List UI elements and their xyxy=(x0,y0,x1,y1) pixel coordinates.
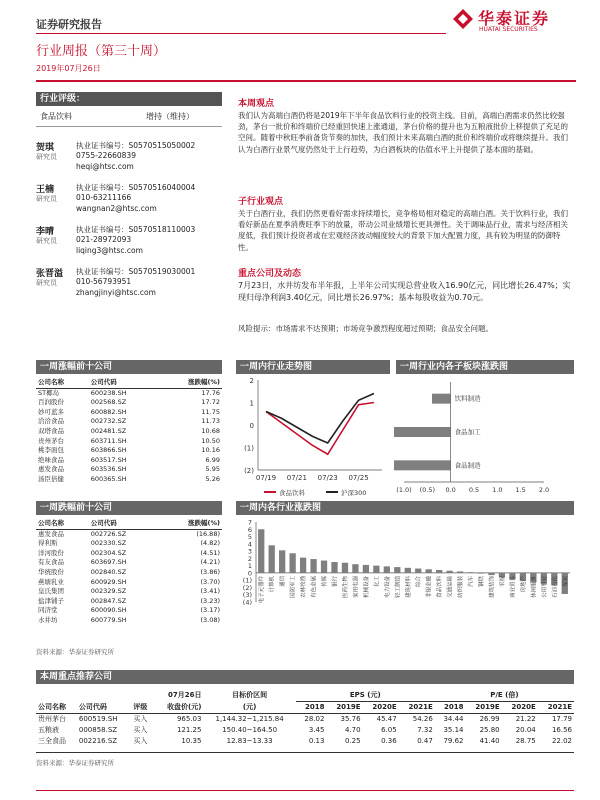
bar xyxy=(488,573,494,575)
table-cell: 买入 xyxy=(133,715,148,723)
table-cell: 0.36 xyxy=(381,737,397,745)
table-row xyxy=(36,465,222,475)
table-header: 公司名称 xyxy=(38,702,66,711)
losers-title: 一周跌幅前十公司 xyxy=(36,501,222,515)
table-cell: 603697.SH xyxy=(90,558,127,567)
analyst-license: 执业证书编号：S0570515050002 xyxy=(76,141,196,150)
x-tick-label: 1.5 xyxy=(515,486,526,494)
table-cell: 21.22 xyxy=(515,715,536,723)
table-cell: (4.51) xyxy=(200,548,220,557)
table-cell: 7.32 xyxy=(417,726,433,734)
table-header: 公司名称 xyxy=(36,519,89,529)
category-label: 煤炭 xyxy=(562,575,569,587)
bar xyxy=(446,571,452,573)
table-header: 2019E xyxy=(475,703,500,711)
report-date: 2019年07月26日 xyxy=(36,64,101,73)
y-tick-label: 2 xyxy=(247,554,252,563)
vbar-chart xyxy=(234,516,574,656)
bar xyxy=(321,561,327,573)
analyst-name: 李晴 xyxy=(36,227,55,237)
table-row xyxy=(36,606,222,616)
bar xyxy=(258,529,264,573)
table-header: 涨跌幅(%) xyxy=(159,378,222,388)
table-cell: 同济堂 xyxy=(38,606,58,615)
table-cell: 603536.SH xyxy=(90,465,127,474)
table-cell: 000858.SZ xyxy=(78,726,118,734)
table-cell: 002304.SZ xyxy=(90,548,127,557)
table-cell: (3.41) xyxy=(200,587,220,596)
table-cell: 11.73 xyxy=(201,417,220,426)
table-cell: 12.83~13.33 xyxy=(226,737,273,745)
table-header: 收盘价(元) xyxy=(167,702,202,711)
brand-name: 华泰证券 xyxy=(478,9,551,28)
table-cell: 17.76 xyxy=(201,388,220,397)
x-tick-label: 0.5 xyxy=(468,486,480,494)
table-cell: 三全食品 xyxy=(38,737,66,745)
x-tick-label: 07/21 xyxy=(286,474,307,482)
category-label: 电子元器件 xyxy=(259,575,266,604)
category-label: 综合 xyxy=(416,575,423,587)
category-label: 纺织服装 xyxy=(458,575,465,598)
category-label: 食品制造 xyxy=(454,461,481,470)
table-cell: 贵州茅台 xyxy=(38,715,66,723)
analyst-card xyxy=(36,266,222,306)
bar xyxy=(415,569,421,573)
brand-name-en: HUATAI SECURITIES xyxy=(479,26,538,33)
analyst-phone: 010-63211166 xyxy=(76,193,132,202)
vbar-chart-title: 一周内各行业涨跌图 xyxy=(236,501,574,515)
table-cell: ST椰岛 xyxy=(38,388,60,397)
table-cell: 绝味食品 xyxy=(38,455,64,464)
category-label: 商业贸易 xyxy=(510,575,517,598)
industry-rating: 增持（维持） xyxy=(146,112,194,121)
company-title: 重点公司及动态 xyxy=(238,269,302,279)
table-cell: 5.95 xyxy=(205,465,220,474)
bar xyxy=(289,553,295,573)
table-header: 2018 xyxy=(444,703,464,711)
bar xyxy=(363,565,369,573)
x-tick-label: 0.0 xyxy=(445,486,456,494)
category-label: 饮料制造 xyxy=(454,394,481,403)
table-cell: 10.16 xyxy=(201,446,220,455)
title-rule xyxy=(36,80,576,82)
y-tick-label: 0 xyxy=(249,422,254,430)
table-cell: 5.26 xyxy=(205,474,220,483)
category-label: 房地产 xyxy=(520,575,527,593)
table-row xyxy=(36,475,222,485)
table-row xyxy=(36,736,574,747)
table-cell: 惠发食品 xyxy=(38,529,64,538)
table-header: (元) xyxy=(242,702,257,711)
analyst-license: 执业证书编号：S0570516040004 xyxy=(76,183,196,192)
table-cell: 百润股份 xyxy=(38,398,64,407)
bar xyxy=(432,394,451,404)
table-cell: 0.47 xyxy=(417,737,433,745)
x-tick-label: (0.5) xyxy=(419,486,436,494)
analyst-role: 研究员 xyxy=(36,195,57,203)
y-tick-label: 1 xyxy=(249,399,254,408)
subindustry-title: 子行业观点 xyxy=(238,197,284,207)
analyst-email[interactable]: liqing3@htsc.com xyxy=(76,246,143,255)
table-cell: (3.23) xyxy=(200,596,220,605)
analyst-role: 研究员 xyxy=(36,237,57,245)
table-header: 2020E xyxy=(511,703,536,711)
category-label: 国防军工 xyxy=(290,575,297,598)
table-cell: 得利斯 xyxy=(38,539,58,548)
table-cell: 有友食品 xyxy=(38,558,64,567)
bar xyxy=(405,568,411,573)
category-label: 计算机 xyxy=(269,575,276,593)
table-header: 公司名称 xyxy=(36,378,89,388)
table-row xyxy=(36,549,222,559)
view-title: 本周观点 xyxy=(238,99,275,109)
recommend-rule xyxy=(36,752,574,753)
gainers-table xyxy=(36,378,222,485)
bar xyxy=(300,558,306,573)
x-tick-label: 07/25 xyxy=(348,474,369,482)
bar xyxy=(394,427,451,437)
table-cell: 002481.SZ xyxy=(90,426,127,435)
table-cell: 965.03 xyxy=(176,715,202,723)
category-label: 银行 xyxy=(332,575,339,587)
analyst-email[interactable]: zhangjinyi@htsc.com xyxy=(76,288,156,297)
legend-label: 沪深300 xyxy=(341,489,367,497)
table-row xyxy=(36,539,222,549)
table-cell: 4.70 xyxy=(344,726,361,734)
category-label: 石油石化 xyxy=(552,575,559,598)
table-cell: 002216.SZ xyxy=(78,737,118,745)
table-cell: 6.05 xyxy=(381,726,397,734)
category-label: 医药生物 xyxy=(342,575,349,598)
table-cell: 3.45 xyxy=(308,726,325,734)
view-body: 我们认为高端白酒仍将是2019年下半年食品饮料行业的投资主线。目前，高端白酒需求仍然比较强劲，茅台一批价和终端价已经重回快速上涨通道，茅台价格的提升也为五粮液批价上移提供了充足的空间。随着中秋旺季前备货节奏的加快，我们预计未来高端白酒的批价和终端价或将继续提升。我们认为白酒行业景气度仍然处于上行趋势，为白酒板块的估值水平上升提供了基本面的基础。 xyxy=(238,111,568,154)
table-cell: 11.75 xyxy=(201,407,220,416)
table-cell: 54.26 xyxy=(412,715,433,723)
table-cell: 洽洽食品 xyxy=(38,417,64,426)
table-row xyxy=(36,587,222,597)
hbar-chart xyxy=(394,374,574,508)
table-cell: 002568.SZ xyxy=(90,398,127,407)
subindustry-body: 关于白酒行业，我们仍然更看好需求持续增长，竞争格局相对稳定的高端白酒。关于饮料行业，我们看好新品在夏季消费旺季下的放量，带动公司业绩增长更具弹性。关于调味品行业，需求与经济相关度低，我们预计投资者或在宏观经济波动幅度较大的背景下加大配置力度，具有较为明显的防御特性。 xyxy=(238,209,568,252)
category-label: 汽车 xyxy=(468,575,475,587)
series-line xyxy=(266,403,374,455)
table-cell: 买入 xyxy=(133,737,148,745)
table-cell: (4.21) xyxy=(200,558,220,567)
table-cell: 600779.SH xyxy=(90,615,127,624)
analyst-license: 执业证书编号：S0570519030001 xyxy=(76,267,196,276)
category-label: 机械设备 xyxy=(363,575,370,598)
table-cell: 盐津铺子 xyxy=(38,596,64,605)
table-cell: 洋河股份 xyxy=(38,548,64,557)
bar xyxy=(279,550,285,573)
table-cell: 16.56 xyxy=(551,726,572,734)
table-row xyxy=(36,446,222,456)
rating-rule xyxy=(36,126,222,127)
bar xyxy=(426,569,432,573)
category-label: 采掘 xyxy=(499,575,506,587)
brand-logo xyxy=(452,4,570,38)
table-header: 2021E xyxy=(547,703,572,711)
x-tick-label: 1.0 xyxy=(492,486,503,494)
y-tick-label: (1) xyxy=(244,444,254,453)
table-cell: 6.99 xyxy=(205,455,220,464)
bar xyxy=(352,564,358,573)
y-tick-label: 5 xyxy=(247,533,252,542)
legend-label: 食品饮料 xyxy=(279,489,305,497)
table-header: 公司代码 xyxy=(89,378,159,388)
table-cell: 桃李面包 xyxy=(38,446,64,455)
table-cell: 20.04 xyxy=(515,726,536,734)
table-cell: 0.13 xyxy=(308,737,325,745)
y-tick-label: 3 xyxy=(247,547,252,556)
table-header: 公司代码 xyxy=(78,702,107,711)
gainers-title: 一周涨幅前十公司 xyxy=(36,360,222,374)
table-cell: (3.86) xyxy=(200,567,220,576)
category-label: 建筑材料 xyxy=(405,575,412,598)
bar xyxy=(342,563,348,573)
losers-source: 资料来源：华泰证券研究所 xyxy=(36,648,114,656)
table-row xyxy=(36,568,222,578)
table-header: 公司代码 xyxy=(89,519,159,529)
bar xyxy=(467,572,473,573)
table-row xyxy=(36,456,222,466)
analyst-name: 王楠 xyxy=(36,185,55,195)
y-tick-label: 4 xyxy=(247,540,252,549)
table-cell: 28.75 xyxy=(515,737,536,745)
bar xyxy=(269,545,275,573)
table-cell: 600090.SH xyxy=(90,606,127,615)
recommend-table xyxy=(36,690,574,747)
y-tick-label: (2) xyxy=(244,467,254,475)
table-cell: 皇氏集团 xyxy=(38,587,64,596)
table-row xyxy=(36,388,222,398)
table-header: 2020E xyxy=(372,703,397,711)
rating-header: 行业评级： xyxy=(36,92,222,106)
table-cell: 17.72 xyxy=(201,398,220,407)
analyst-role: 研究员 xyxy=(36,153,57,161)
table-cell: 10.68 xyxy=(201,426,220,435)
table-cell: (16.88) xyxy=(196,529,220,538)
table-cell: 17.79 xyxy=(551,715,572,723)
bar xyxy=(394,460,451,470)
table-row xyxy=(36,427,222,437)
table-row xyxy=(36,558,222,568)
table-cell: 600365.SH xyxy=(90,474,127,483)
category-label: 建筑装饰 xyxy=(489,575,496,598)
analyst-phone: 021-28972093 xyxy=(76,235,132,244)
category-label: 有色金属 xyxy=(311,575,318,598)
table-cell: 34.44 xyxy=(443,715,464,723)
y-tick-label: (1) xyxy=(242,576,252,585)
header-rule xyxy=(36,33,446,34)
table-cell: (3.70) xyxy=(200,577,220,586)
hbar-chart-title: 一周行业内各子板块涨跌图 xyxy=(396,360,574,374)
analyst-card xyxy=(36,182,222,222)
line-chart xyxy=(234,374,390,508)
bar xyxy=(373,566,379,573)
bar xyxy=(310,559,316,573)
y-tick-label: (3) xyxy=(242,591,252,600)
bar xyxy=(457,571,463,572)
category-label: 非银金融 xyxy=(426,575,433,598)
table-cell: 买入 xyxy=(133,726,148,734)
table-cell: 28.02 xyxy=(304,715,325,723)
industry-name: 食品饮料 xyxy=(40,112,72,121)
table-header: 评级 xyxy=(133,702,148,711)
table-cell: 002732.SZ xyxy=(90,417,127,426)
table-cell: 0.25 xyxy=(344,737,361,745)
risk-note: 风险提示：市场需求不达预期；市场竞争激烈程度超过预期；食品安全问题。 xyxy=(238,324,493,333)
table-row xyxy=(36,597,222,607)
eps-label: EPS (元) xyxy=(296,690,435,702)
table-cell: 10.50 xyxy=(201,436,220,445)
table-cell: 26.99 xyxy=(479,715,500,723)
bar xyxy=(384,566,390,573)
analyst-card xyxy=(36,224,222,264)
y-tick-label: (2) xyxy=(242,583,252,592)
table-cell: 双塔食品 xyxy=(38,426,64,435)
y-tick-label: 6 xyxy=(247,525,252,534)
table-cell: 600929.SH xyxy=(90,577,127,586)
x-tick-label: (1.0) xyxy=(396,486,412,494)
category-label: 农林牧渔 xyxy=(301,575,308,598)
table-cell: 华统股份 xyxy=(38,567,64,576)
table-cell: 汤臣倍健 xyxy=(38,474,64,483)
y-tick-label: (4) xyxy=(242,598,252,607)
x-tick-label: 07/19 xyxy=(255,474,277,482)
losers-table xyxy=(36,519,222,626)
table-cell: 1,144.32~1,215.84 xyxy=(215,715,284,723)
bar xyxy=(394,567,400,573)
table-row xyxy=(36,616,222,626)
category-label: 家用电器 xyxy=(353,575,360,598)
table-cell: (3.17) xyxy=(200,606,220,615)
table-row xyxy=(36,417,222,427)
footer-rule xyxy=(36,790,574,791)
table-row xyxy=(36,725,574,736)
table-cell: 002329.SZ xyxy=(90,587,127,596)
table-cell: 79.62 xyxy=(443,737,464,745)
y-tick-label: 0 xyxy=(247,569,252,578)
bar xyxy=(331,562,337,573)
table-row xyxy=(36,408,222,418)
analyst-email[interactable]: heqi@htsc.com xyxy=(76,162,134,171)
bar xyxy=(478,573,484,574)
recommend-source: 资料来源：华泰证券研究所 xyxy=(36,759,114,767)
table-row xyxy=(36,437,222,447)
category-label: 食品饮料 xyxy=(437,575,444,598)
table-cell: 惠发食品 xyxy=(38,465,64,474)
page-title: 行业周报（第三十周） xyxy=(36,44,167,59)
analyst-role: 研究员 xyxy=(36,279,57,287)
table-cell: 燕塘乳业 xyxy=(38,577,64,586)
y-tick-label: 7 xyxy=(247,518,252,527)
table-header: 2018 xyxy=(304,703,325,711)
category-label: 电力设备 xyxy=(384,575,391,598)
table-cell: 35.14 xyxy=(443,726,464,734)
table-cell: 002330.SZ xyxy=(90,539,127,548)
category-label: 轻工制造 xyxy=(395,575,402,598)
date-label: 07月26日 xyxy=(167,691,202,700)
table-cell: 002726.SZ xyxy=(90,529,127,538)
y-tick-label: 1 xyxy=(247,562,252,571)
table-cell: 603517.SH xyxy=(90,455,127,464)
table-cell: (4.82) xyxy=(200,539,220,548)
series-line xyxy=(266,394,374,444)
table-cell: 41.40 xyxy=(479,737,500,745)
table-cell: 贵州茅台 xyxy=(38,436,64,445)
table-cell: 121.25 xyxy=(176,726,202,734)
x-tick-label: 2.0 xyxy=(538,486,550,494)
analyst-name: 张晋溢 xyxy=(36,269,64,279)
table-cell: 10.35 xyxy=(181,737,202,745)
analyst-card xyxy=(36,140,222,180)
table-cell: 水井坊 xyxy=(38,615,58,624)
category-label: 食品加工 xyxy=(454,428,481,436)
company-body: 7月23日，水井坊发布半年报，上半年公司实现总营业收入16.90亿元，同比增长26.47%；实现归母净利润3.40亿元，同比增长26.97%；基本每股收益为0.70元。 xyxy=(238,281,571,302)
table-header: 涨跌幅(%) xyxy=(159,519,222,529)
table-cell: 600519.SH xyxy=(78,715,118,723)
table-cell: (3.08) xyxy=(200,615,220,624)
table-row xyxy=(36,398,222,408)
category-label: 交通运输 xyxy=(447,575,454,598)
huatai-logo-icon xyxy=(452,8,474,30)
analyst-email[interactable]: wangnan2@htsc.com xyxy=(76,204,157,213)
table-cell: 妙可蓝多 xyxy=(38,407,64,416)
target-label: 目标价区间 xyxy=(232,691,268,700)
table-cell: 600882.SH xyxy=(90,407,127,416)
analyst-license: 执业证书编号：S0570518110003 xyxy=(76,225,196,234)
table-cell: 五粮液 xyxy=(38,726,59,734)
table-cell: 22.02 xyxy=(551,737,572,745)
table-cell: 600238.SH xyxy=(90,388,127,397)
category-label: 化工 xyxy=(374,575,381,587)
category-label: 休闲服务 xyxy=(531,575,538,598)
category-label: 公用事业 xyxy=(541,575,548,598)
table-header: 2021E xyxy=(408,703,433,711)
category-label: 钢铁 xyxy=(479,575,486,587)
table-cell: 603866.SH xyxy=(90,446,127,455)
report-type: 证券研究报告 xyxy=(36,18,102,31)
table-cell: 25.80 xyxy=(479,726,500,734)
category-label: 传媒 xyxy=(322,575,329,587)
table-row xyxy=(36,578,222,588)
line-chart-title: 一周内行业走势图 xyxy=(236,360,390,374)
analyst-phone: 010-56793951 xyxy=(76,277,132,286)
table-cell: 603711.SH xyxy=(90,436,127,445)
analyst-name: 贺琪 xyxy=(36,143,55,153)
table-cell: 002847.SZ xyxy=(90,596,127,605)
bar xyxy=(436,570,442,573)
table-cell: 150.40~164.50 xyxy=(222,726,278,734)
analyst-phone: 0755-22660839 xyxy=(76,151,136,160)
table-cell: 35.76 xyxy=(340,715,361,723)
table-cell: 002840.SZ xyxy=(90,567,127,576)
y-tick-label: 2 xyxy=(249,377,254,385)
table-row xyxy=(36,529,222,539)
recommend-title: 本周重点推荐公司 xyxy=(36,670,574,684)
pe-label: P/E (倍) xyxy=(435,690,574,702)
x-tick-label: 07/23 xyxy=(317,474,338,482)
table-header: 2019E xyxy=(336,703,361,711)
table-row xyxy=(36,714,574,726)
category-label: 通信 xyxy=(280,575,287,587)
table-cell: 45.47 xyxy=(376,715,397,723)
